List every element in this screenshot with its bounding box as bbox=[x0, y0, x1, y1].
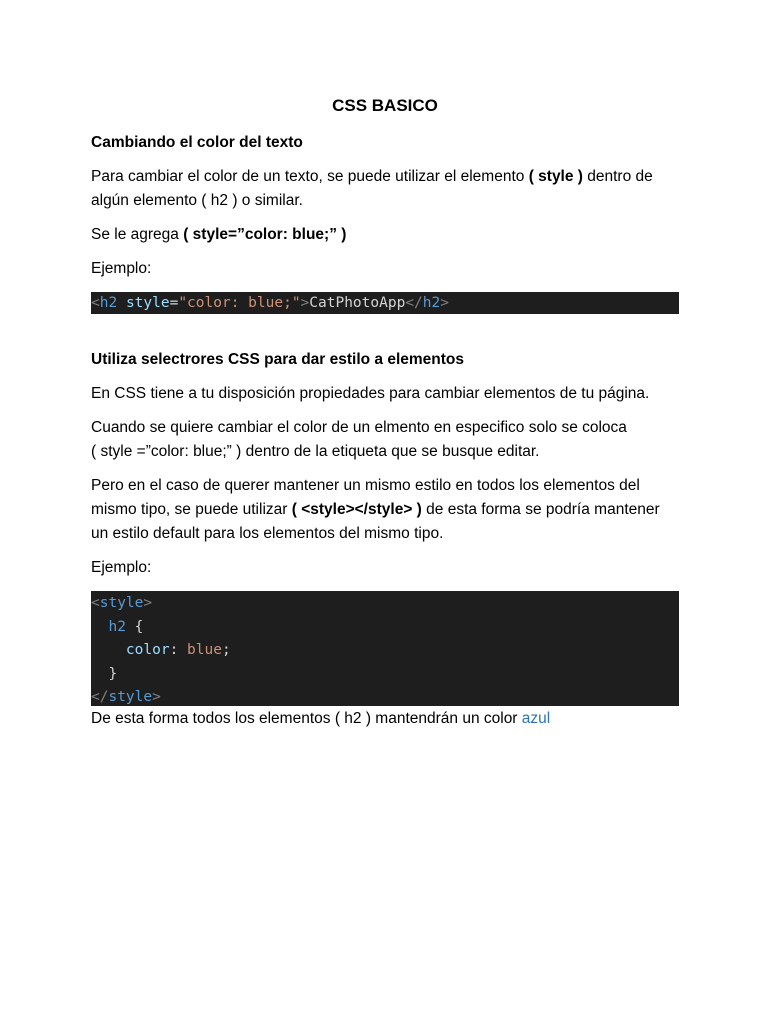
example-label: Ejemplo: bbox=[91, 260, 152, 277]
code-token: < bbox=[91, 295, 100, 311]
section-heading-selectors: Utiliza selectrores CSS para dar estilo a elementos bbox=[91, 351, 465, 368]
style-attribute-term: ( style=”color: blue;” ) bbox=[183, 226, 347, 243]
code-token: h2 bbox=[99, 295, 118, 311]
code-token: > bbox=[143, 595, 153, 611]
style-tag-term: ( <style></style> ) bbox=[291, 501, 422, 518]
paragraph-change-color bbox=[91, 165, 679, 213]
code-line bbox=[91, 595, 152, 611]
paragraph-text: De esta forma todos los elementos ( h2 ) mantendrán un color bbox=[91, 710, 522, 727]
paragraph-add-style bbox=[91, 223, 679, 247]
code-token: ; bbox=[221, 642, 231, 658]
style-element-term: ( style ) bbox=[528, 168, 583, 185]
code-line bbox=[91, 619, 143, 635]
paragraph-line: Cuando se quiere cambiar el color de un elmento en especifico solo se coloca bbox=[91, 419, 627, 436]
code-token: style bbox=[108, 689, 153, 705]
paragraph-css-properties: En CSS tiene a tu disposición propiedades para cambiar elementos de tu página. bbox=[91, 385, 650, 402]
code-token: color bbox=[125, 642, 170, 658]
code-token: blue bbox=[187, 642, 222, 658]
blue-word: azul bbox=[521, 710, 551, 727]
code-token: h2 bbox=[422, 295, 441, 311]
section-heading-color: Cambiando el color del texto bbox=[91, 134, 303, 151]
code-token: style bbox=[99, 595, 144, 611]
example-label: Ejemplo: bbox=[91, 559, 152, 576]
code-token: "color: blue;" bbox=[178, 295, 301, 311]
code-token: </ bbox=[405, 295, 423, 311]
code-token: = bbox=[169, 295, 179, 311]
code-token: h2 bbox=[108, 618, 126, 635]
paragraph-text: de esta forma se podría mantener un estilo default para los elementos del mismo tipo. bbox=[91, 501, 660, 542]
code-token: < bbox=[91, 595, 100, 611]
code-token: style bbox=[125, 295, 170, 311]
paragraph-specific-element bbox=[91, 416, 679, 464]
paragraph-conclusion bbox=[91, 707, 679, 731]
code-token: > bbox=[300, 295, 310, 311]
code-token: > bbox=[152, 689, 161, 705]
code-line bbox=[91, 642, 231, 658]
code-line bbox=[91, 666, 117, 682]
paragraph-text: Para cambiar el color de un texto, se puede utilizar el elemento bbox=[91, 168, 529, 185]
paragraph-same-style bbox=[91, 474, 679, 546]
paragraph-text: dentro de algún elemento ( h2 ) o similar. bbox=[91, 168, 653, 209]
code-token: </ bbox=[91, 689, 109, 705]
code-block-style-tag bbox=[91, 591, 679, 706]
code-line bbox=[91, 689, 161, 705]
code-block-inline-style bbox=[91, 292, 679, 314]
code-token: CatPhotoApp bbox=[309, 295, 406, 311]
code-token: : bbox=[169, 642, 179, 658]
paragraph-line: ( style =”color: blue;” ) dentro de la etiqueta que se busque editar. bbox=[91, 443, 540, 460]
code-token: > bbox=[440, 295, 449, 311]
page-title: CSS BASICO bbox=[332, 96, 438, 115]
code-token: } bbox=[108, 665, 118, 682]
code-token: { bbox=[134, 618, 144, 635]
paragraph-text: Se le agrega bbox=[91, 226, 184, 243]
paragraph-text: Pero en el caso de querer mantener un mismo estilo en todos los elementos del mismo tipo, se puede utilizar bbox=[91, 477, 640, 518]
